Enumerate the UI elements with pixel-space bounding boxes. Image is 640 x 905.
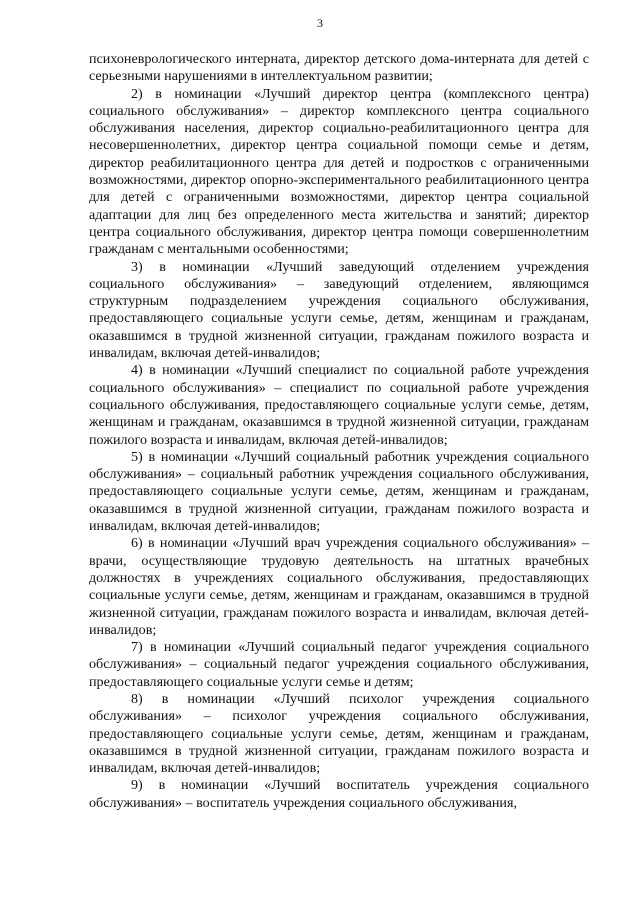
page-number: 3 [317, 16, 323, 30]
paragraph-item-4: 4) в номинации «Лучший специалист по социальной работе учреждения социального обслуживания» – специалист по социальной работе учреждения социального обслуживания, предоставляющего социальные услуги семье, детям, женщинам и гражданам, оказавшимся в трудной жизненной ситуации, гражданам пожилого возраста и инвалидам, включая детей-инвалидов; [89, 362, 589, 448]
paragraph-item-9: 9) в номинации «Лучший воспитатель учреждения социального обслуживания» – воспитатель учреждения социального обслуживания, [89, 777, 589, 811]
paragraph-1-continuation: психоневрологического интерната, директор детского дома-интерната для детей с серьезными нарушениями в интеллектуальном развитии; [89, 51, 589, 85]
paragraph-item-2: 2) в номинации «Лучший директор центра (комплексного центра) социального обслуживания» – директор комплексного центра социального обслуживания населения, директор социально-реабилитационного центра для несовершеннолетних, директор центра социальной помощи семье и детям, директор реабилитационного центра для детей и подростков с ограниченными возможностями, директор опорно-экспериментального реабилитационного центра для детей с ограниченными возможностями, директор центра социальной адаптации для лиц без определенного места жительства и занятий; директор центра социального обслуживания, директор центра помощи совершеннолетним гражданам с ментальными особенностями; [89, 85, 589, 258]
paragraph-item-8: 8) в номинации «Лучший психолог учреждения социального обслуживания» – психолог учреждения социального обслуживания, предоставляющего социальные услуги семье, детям, женщинам и гражданам, оказавшимся в трудной жизненной ситуации, гражданам пожилого возраста и инвалидам, включая детей-инвалидов; [89, 690, 589, 777]
paragraph-item-5: 5) в номинации «Лучший социальный работник учреждения социального обслуживания» – социальный работник учреждения социального обслуживания, предоставляющего социальные услуги семье, детям, женщинам и гражданам, оказавшимся в трудной жизненной ситуации, гражданам пожилого возраста и инвалидам, включая детей-инвалидов; [89, 448, 589, 535]
document-body [89, 51, 589, 812]
paragraph-item-7: 7) в номинации «Лучший социальный педагог учреждения социального обслуживания» – социальный педагог учреждения социального обслуживания, предоставляющего социальные услуги семье и детям; [89, 639, 589, 690]
paragraph-item-6: 6) в номинации «Лучший врач учреждения социального обслуживания» – врачи, осуществляющие трудовую деятельность на штатных врачебных должностях в учреждениях социального обслуживания, предоставляющих социальные услуги семье, детям, женщинам и гражданам, оказавшимся в трудной жизненной ситуации, гражданам пожилого возраста и инвалидам, включая детей-инвалидов; [89, 535, 589, 638]
paragraph-item-3: 3) в номинации «Лучший заведующий отделением учреждения социального обслуживания» – заведующий отделением, являющимся структурным подразделением учреждения социального обслуживания, предоставляющего социальные услуги семье, детям, женщинам и гражданам, оказавшимся в трудной жизненной ситуации, гражданам пожилого возраста и инвалидам, включая детей-инвалидов; [89, 258, 589, 362]
